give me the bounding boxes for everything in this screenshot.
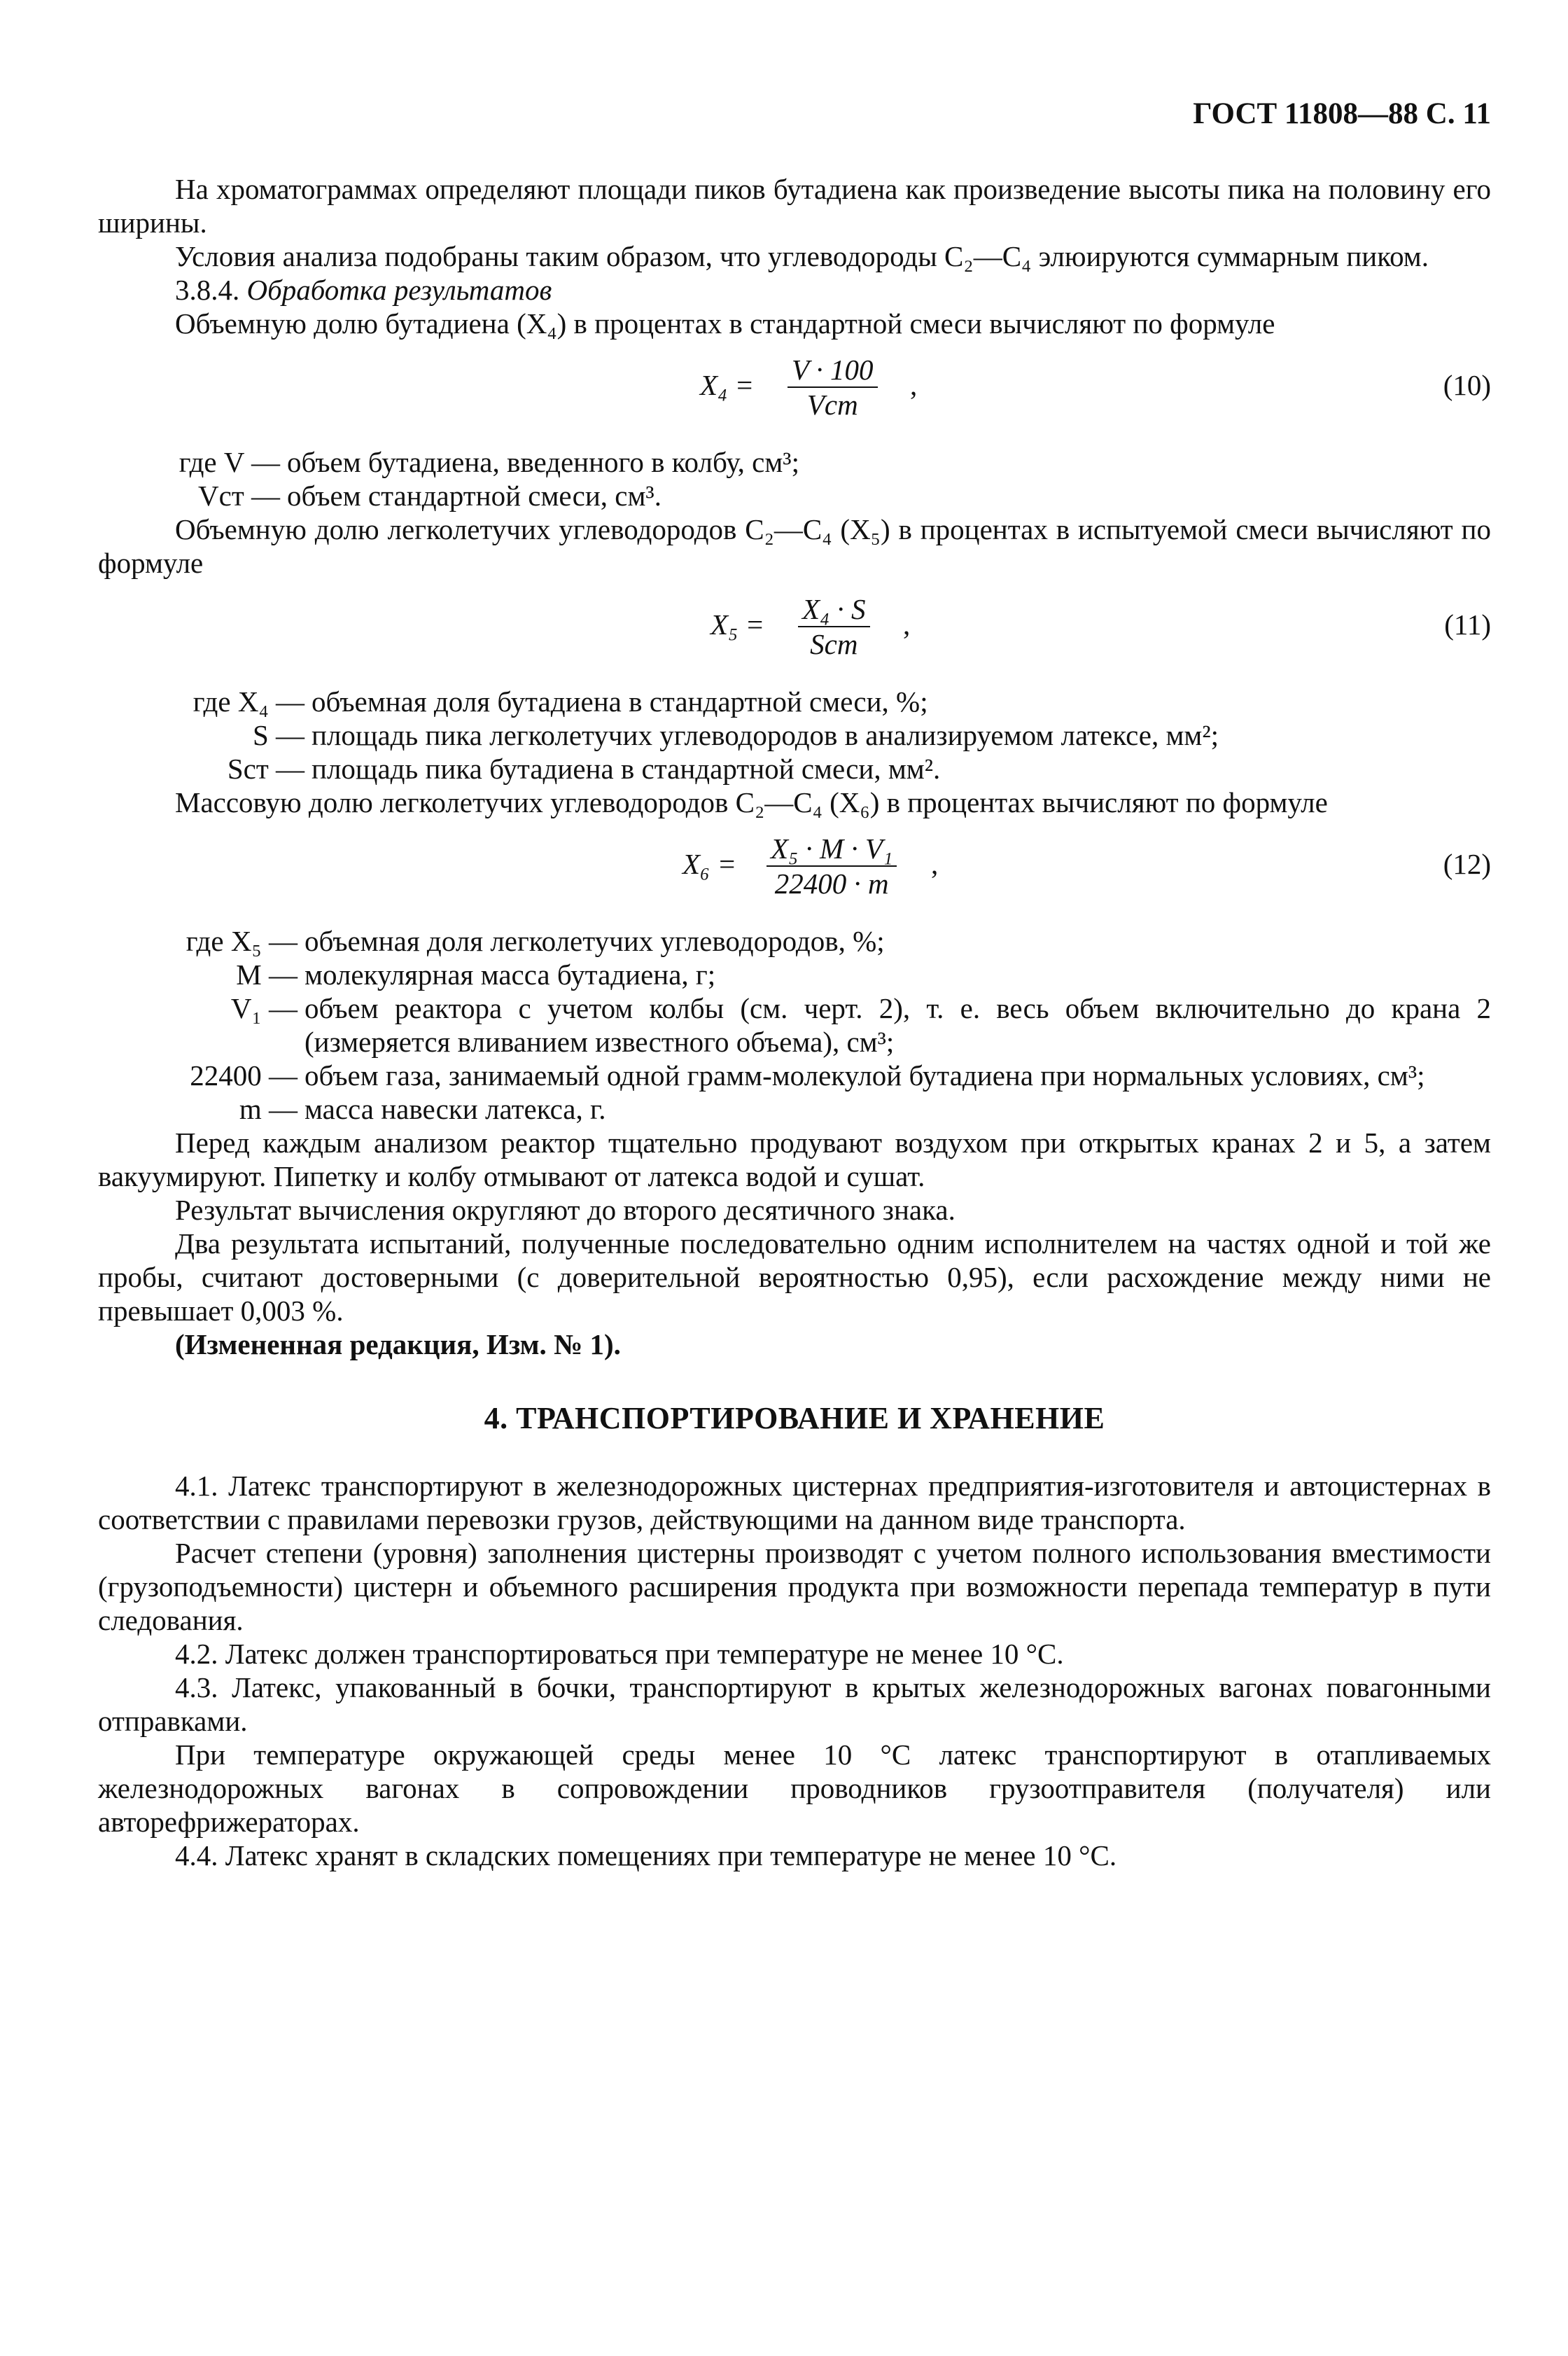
paragraph: Массовую долю легколетучих углеводородов C₂—C₄ (X₆) в процентах вычисляют по формуле <box>175 786 1328 818</box>
def-symbol: 22400 — <box>190 1059 298 1092</box>
paragraph: Перед каждым анализом реактор тщательно продувают воздухом при открытых кранах 2 и 5, а затем вакуумируют. Пипетку и колбу отмывают от латекса водой и сушат. <box>98 1127 1491 1192</box>
def-symbol: V₁ — <box>230 992 298 1024</box>
subsection-title: Обработка результатов <box>246 274 552 306</box>
definitions-11 <box>175 685 1491 786</box>
formula-denominator: 22400 · m <box>766 865 897 900</box>
subsection-number: 3.8.4. <box>175 274 240 306</box>
formula-10 <box>98 340 1491 445</box>
page-header: ГОСТ 11808—88 С. 11 <box>1193 97 1491 130</box>
formula-fraction <box>766 832 897 900</box>
def-symbol: где V — <box>178 446 280 478</box>
formula-denominator: Vст <box>788 386 878 421</box>
def-symbol: где X₄ — <box>192 685 304 718</box>
def-text: масса навески латекса, г. <box>304 1093 606 1125</box>
definitions-10 <box>175 445 1491 513</box>
formula-tail: , <box>910 369 918 401</box>
paragraph: 4.4. Латекс хранят в складских помещениях при температуре не менее 10 °С. <box>175 1839 1117 1871</box>
paragraph: На хроматограммах определяют площади пиков бутадиена как произведение высоты пика на половину его ширины. <box>98 173 1491 239</box>
document-body <box>98 84 1491 1872</box>
formula-tail: , <box>903 608 911 641</box>
def-symbol: S — <box>252 719 304 751</box>
paragraph: 4.1. Латекс транспортируют в железнодорожных цистернах предприятия-изготовителя и автоцистернах в соответствии с правилами перевозки грузов, действующими на данном виде транспорта. <box>98 1470 1491 1535</box>
def-text: объем реактора с учетом колбы (см. черт. 2), т. е. весь объем включительно до крана 2 (измеряется вливанием известного объема), см³; <box>304 992 1491 1058</box>
definitions-12 <box>175 924 1491 1126</box>
def-symbol: m — <box>239 1093 298 1125</box>
paragraph: При температуре окружающей среды менее 10 °С латекс транспортируют в отапливаемых железнодорожных вагонах в сопровождении проводников грузоотправителя (получателя) или авторефрижераторах. <box>98 1738 1491 1838</box>
formula-lhs: X₆ = <box>682 848 737 880</box>
formula-lhs: X₄ = <box>700 369 755 401</box>
paragraph: Результат вычисления округляют до второго десятичного знака. <box>175 1194 955 1226</box>
formula-fraction <box>788 353 878 421</box>
equation-number: (12) <box>1443 848 1491 880</box>
formula-11 <box>98 580 1491 685</box>
paragraph: Расчет степени (уровня) заполнения цистерны производят с учетом полного использования вместимости (грузоподъемности) цистерн и объемного расширения продукта при возможности перепада температур в пути следования. <box>98 1537 1491 1636</box>
def-symbol: Sст — <box>227 753 304 785</box>
paragraph: Объемную долю легколетучих углеводородов C₂—C₄ (X₅) в процентах в испытуемой смеси вычисляют по формуле <box>98 513 1491 579</box>
def-text: площадь пика легколетучих углеводородов в анализируемом латексе, мм²; <box>312 719 1219 751</box>
amendment-note: (Измененная редакция, Изм. № 1). <box>175 1328 621 1360</box>
equation-number: (10) <box>1443 369 1491 401</box>
formula-12 <box>98 819 1491 924</box>
formula-denominator: Sст <box>798 626 870 661</box>
formula-tail: , <box>931 848 939 880</box>
def-text: объем бутадиена, введенного в колбу, см³; <box>287 446 799 478</box>
def-text: молекулярная масса бутадиена, г; <box>304 959 716 991</box>
paragraph: Два результата испытаний, полученные последовательно одним исполнителем на частях одной и той же пробы, считают достоверными (с доверительной вероятностью 0,95), если расхождение между ними не превышает 0,003 %. <box>98 1227 1491 1327</box>
def-text: площадь пика бутадиена в стандартной смеси, мм². <box>312 753 941 785</box>
def-text: объемная доля легколетучих углеводородов, %; <box>304 925 885 957</box>
subsection-heading <box>98 273 1491 307</box>
paragraph: 4.2. Латекс должен транспортироваться при температуре не менее 10 °С. <box>175 1638 1064 1670</box>
def-symbol: Vст — <box>198 480 280 512</box>
def-symbol: M — <box>236 959 298 991</box>
formula-numerator: V · 100 <box>792 354 874 386</box>
equation-number: (11) <box>1444 608 1491 641</box>
def-text: объемная доля бутадиена в стандартной смеси, %; <box>312 685 928 718</box>
paragraph: Условия анализа подобраны таким образом, что углеводороды C₂—C₄ элюируются суммарным пиком. <box>175 240 1429 272</box>
def-text: объем стандартной смеси, см³. <box>287 480 662 512</box>
def-text: объем газа, занимаемый одной грамм-молекулой бутадиена при нормальных условиях, см³; <box>304 1059 1425 1092</box>
def-symbol: где X₅ — <box>186 925 298 957</box>
paragraph: Объемную долю бутадиена (X₄) в процентах в стандартной смеси вычисляют по формуле <box>175 307 1275 340</box>
formula-lhs: X₅ = <box>710 608 765 641</box>
section-title: 4. ТРАНСПОРТИРОВАНИЕ И ХРАНЕНИЕ <box>484 1401 1105 1435</box>
paragraph: 4.3. Латекс, упакованный в бочки, транспортируют в крытых железнодорожных вагонах повагонными отправками. <box>98 1671 1491 1737</box>
formula-fraction <box>798 592 870 661</box>
formula-numerator: X₅ · M · V₁ <box>771 832 893 865</box>
formula-numerator: X₄ · S <box>802 593 866 625</box>
